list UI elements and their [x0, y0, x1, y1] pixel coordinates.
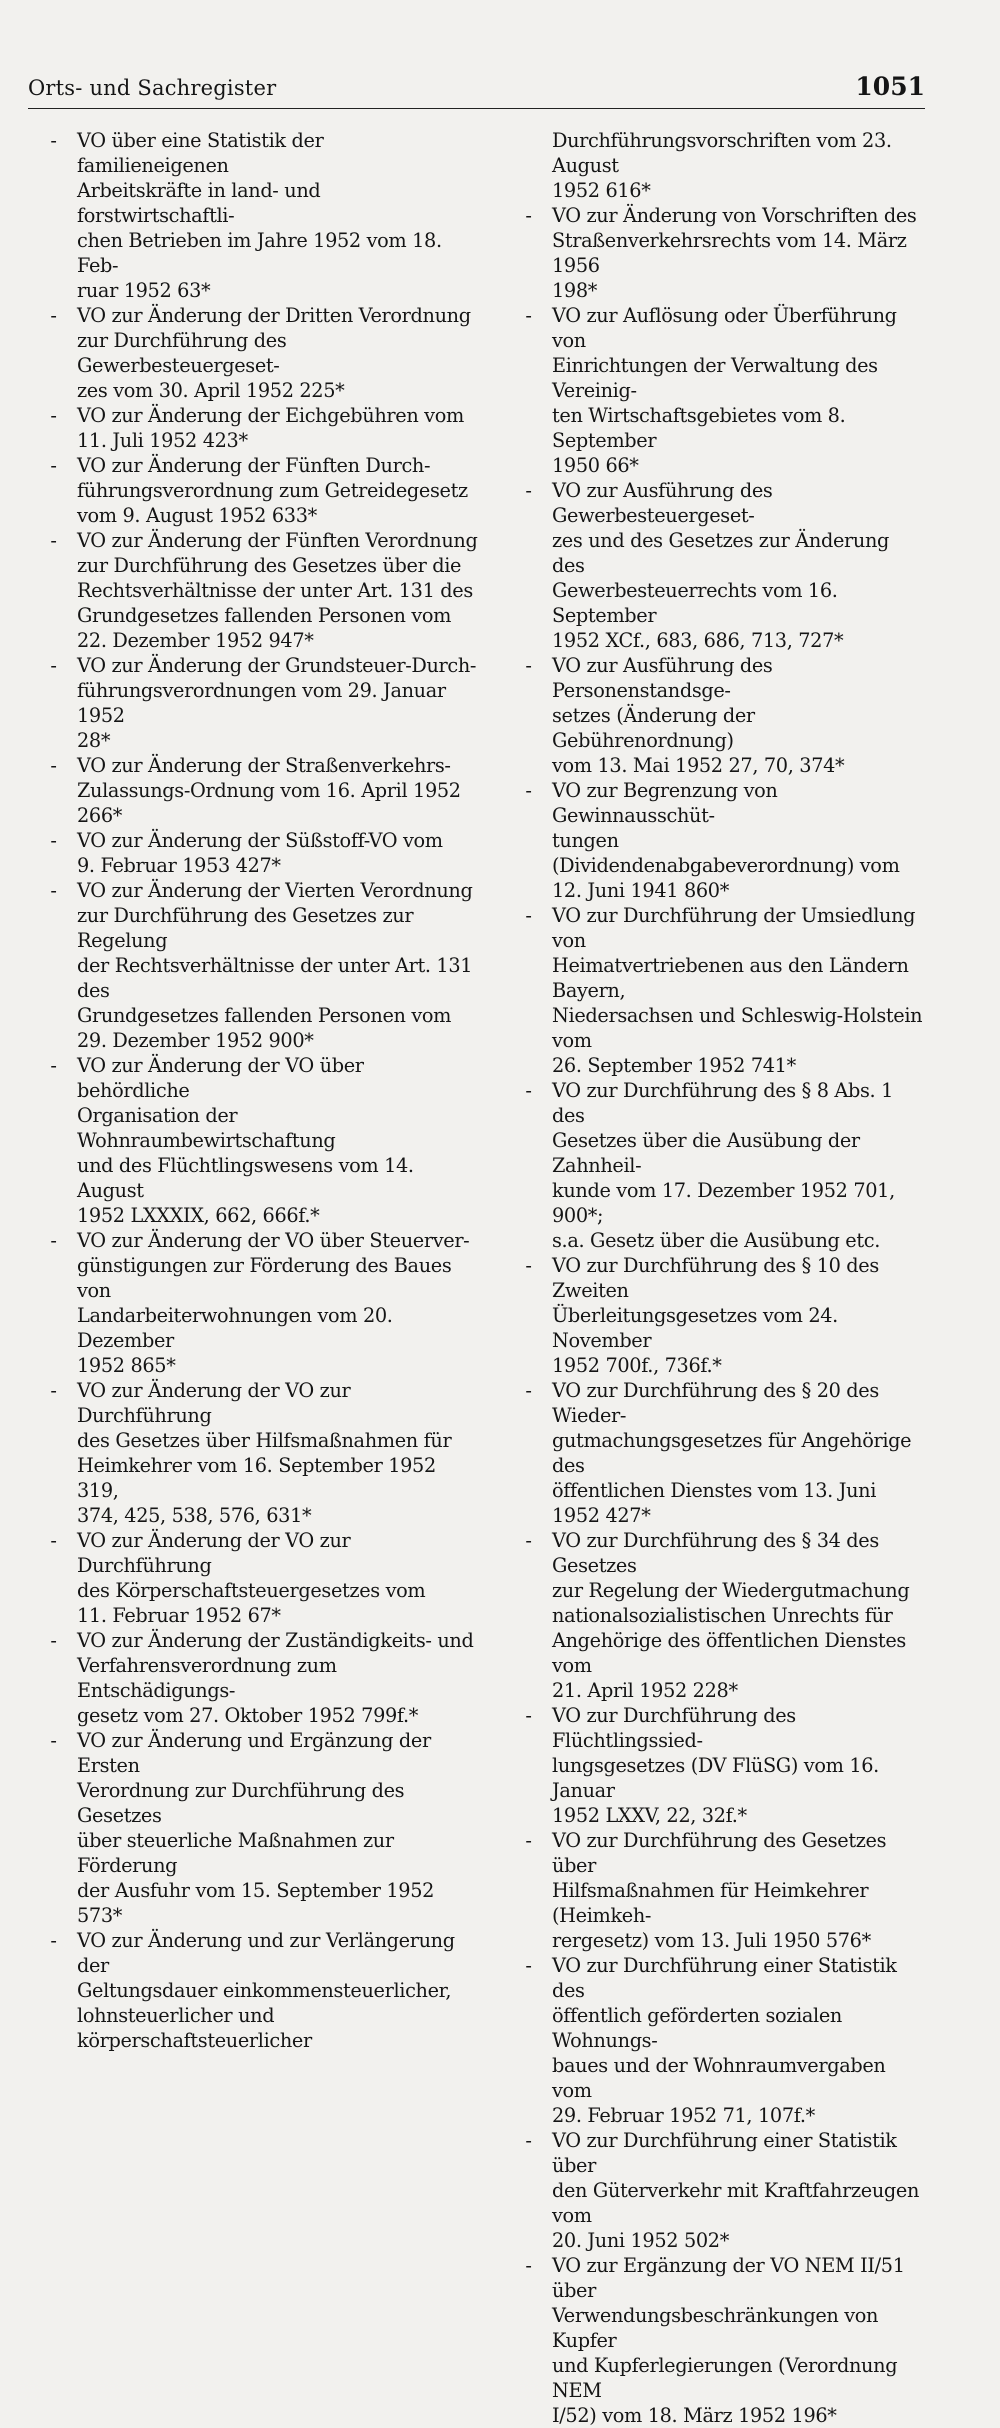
entry-line: der Ausfuhr vom 15. September 1952 573* [77, 1879, 435, 1927]
entry-line: 11. Juli 1952 423* [77, 429, 248, 452]
entry-line: 1952 LXXXIX, 662, 666f.* [77, 1204, 320, 1227]
entry-line: VO zur Änderung der VO zur Durchführung [77, 1529, 351, 1577]
entry-line: führungsverordnungen vom 29. Januar 1952 [77, 679, 446, 727]
entry-line: VO zur Änderung der VO zur Durchführung [77, 1379, 351, 1427]
entry-line: zur Durchführung des Gesetzes zur Regelung [77, 904, 414, 952]
page-header [28, 72, 925, 109]
entry-line: VO zur Änderung der VO über Steuerver- [77, 1229, 470, 1252]
entry-dash: - [50, 1729, 57, 1752]
entry-dash: - [50, 1054, 57, 1077]
entry-line: VO zur Auflösung oder Überführung von [552, 304, 897, 352]
entry-line: tungen (Dividendenabgabeverordnung) vom [552, 829, 900, 877]
entry-dash: - [525, 904, 532, 927]
entry-line: chen Betrieben im Jahre 1952 vom 18. Feb- [77, 229, 442, 277]
entry-dash: - [50, 1229, 57, 1252]
entry-line: VO zur Änderung der Straßenverkehrs- [77, 754, 451, 777]
entry-dash: - [50, 404, 57, 427]
index-entry [505, 653, 925, 778]
entry-line: gesetz vom 27. Oktober 1952 799f.* [77, 1704, 419, 1727]
entry-line: 1952 XCf., 683, 686, 713, 727* [552, 629, 844, 652]
entry-line: 29. Februar 1952 71, 107f.* [552, 2104, 815, 2127]
entry-dash: - [50, 829, 57, 852]
index-entry [505, 1953, 925, 2128]
entry-dash: - [50, 1379, 57, 1402]
entry-line: Geltungsdauer einkommensteuerlicher, [77, 1979, 452, 2002]
entry-line: Heimatvertriebenen aus den Ländern Bayern, [552, 954, 909, 1002]
entry-line: nationalsozialistischen Unrechts für [552, 1604, 893, 1627]
entry-line: Verordnung zur Durchführung des Gesetzes [77, 1779, 405, 1827]
entry-line: VO zur Änderung der Dritten Verordnung [77, 304, 471, 327]
entry-line: 29. Dezember 1952 900* [77, 1029, 314, 1052]
entry-line: VO zur Durchführung des § 10 des Zweiten [552, 1254, 879, 1302]
entry-line: 374, 425, 538, 576, 631* [77, 1504, 312, 1527]
index-entry [30, 528, 480, 653]
entry-line: setzes (Änderung der Gebührenordnung) [552, 704, 755, 752]
index-entry [30, 1628, 480, 1728]
entry-line: VO zur Durchführung einer Statistik des [552, 1954, 897, 2002]
index-column-left [30, 128, 480, 2053]
entry-line: VO zur Änderung der Zuständigkeits- und [77, 1629, 474, 1652]
entry-line: VO zur Änderung der Süßstoff-VO vom [77, 829, 443, 852]
entry-line: 26. September 1952 741* [552, 1054, 796, 1077]
index-entry [30, 1228, 480, 1378]
entry-line: VO zur Änderung von Vorschriften des [552, 204, 917, 227]
index-entry [505, 903, 925, 1078]
entry-line: zur Durchführung des Gesetzes über die [77, 554, 462, 577]
entry-dash: - [50, 654, 57, 677]
entry-dash: - [525, 479, 532, 502]
index-entry [30, 303, 480, 403]
entry-line: VO zur Änderung und zur Verlängerung der [77, 1929, 455, 1977]
index-entry [505, 203, 925, 303]
index-entry [505, 1828, 925, 1953]
entry-line: VO zur Änderung der Fünften Verordnung [77, 529, 478, 552]
entry-line: ten Wirtschaftsgebietes vom 8. September [552, 404, 846, 452]
entry-line: Durchführungsvorschriften vom 23. August [552, 129, 892, 177]
entry-line: s.a. Gesetz über die Ausübung etc. [552, 1229, 880, 1252]
entry-line: rergesetz) vom 13. Juli 1950 576* [552, 1929, 871, 1952]
entry-line: Landarbeiterwohnungen vom 20. Dezember [77, 1304, 393, 1352]
entry-line: VO zur Durchführung des Flüchtlingssied- [552, 1704, 796, 1752]
index-entry [30, 128, 480, 303]
entry-line: 28* [77, 729, 111, 752]
index-entry [505, 1078, 925, 1253]
entry-line: 22. Dezember 1952 947* [77, 629, 314, 652]
entry-line: Organisation der Wohnraumbewirtschaftung [77, 1104, 336, 1152]
entry-dash: - [525, 1529, 532, 1552]
entry-line: Heimkehrer vom 16. September 1952 319, [77, 1454, 436, 1502]
entry-line: Grundgesetzes fallenden Personen vom [77, 1004, 452, 1027]
index-entry [30, 403, 480, 453]
entry-line: Gesetzes über die Ausübung der Zahnheil- [552, 1129, 860, 1177]
index-entry [505, 1253, 925, 1378]
entry-line: 1952 LXXV, 22, 32f.* [552, 1804, 747, 1827]
index-entry [505, 303, 925, 478]
entry-dash: - [525, 1079, 532, 1102]
entry-line: öffentlichen Dienstes vom 13. Juni 1952 427* [552, 1479, 877, 1527]
entry-line: VO zur Änderung und Ergänzung der Ersten [77, 1729, 431, 1777]
index-entry [30, 1378, 480, 1528]
entry-line: 198* [552, 279, 598, 302]
entry-dash: - [50, 879, 57, 902]
entry-line: des Gesetzes über Hilfsmaßnahmen für [77, 1429, 452, 1452]
entry-line: 266* [77, 804, 123, 827]
entry-line: zur Durchführung des Gewerbesteuergeset- [77, 329, 287, 377]
entry-line: Niedersachsen und Schleswig-Holstein vom [552, 1004, 923, 1052]
index-entry [505, 2253, 925, 2428]
entry-line: über steuerliche Maßnahmen zur Förderung [77, 1829, 394, 1877]
entry-line: und Kupferlegierungen (Verordnung NEM [552, 2354, 898, 2402]
entry-line: VO zur Ausführung des Personenstandsge- [552, 654, 773, 702]
entry-dash: - [525, 1954, 532, 1977]
entry-line: Rechtsverhältnisse der unter Art. 131 des [77, 579, 473, 602]
index-entry [30, 878, 480, 1053]
entry-line: Überleitungsgesetzes vom 24. November [552, 1304, 838, 1352]
index-column-right [505, 128, 925, 2428]
entry-line: 20. Juni 1952 502* [552, 2229, 729, 2252]
entry-line: Einrichtungen der Verwaltung des Vereinig- [552, 354, 878, 402]
entry-dash: - [525, 1829, 532, 1852]
index-entry [30, 753, 480, 828]
entry-dash: - [525, 1254, 532, 1277]
entry-line: I/52) vom 18. März 1952 196* [552, 2404, 837, 2427]
entry-line: 21. April 1952 228* [552, 1679, 738, 1702]
entry-line: VO zur Durchführung des § 20 des Wieder- [552, 1379, 879, 1427]
entry-dash: - [525, 1704, 532, 1727]
entry-line: lohnsteuerlicher und körperschaftsteuerlicher [77, 2004, 312, 2052]
index-entry [505, 1378, 925, 1528]
entry-line: vom 9. August 1952 633* [77, 504, 317, 527]
entry-line: ruar 1952 63* [77, 279, 211, 302]
entry-dash: - [50, 754, 57, 777]
entry-dash: - [50, 454, 57, 477]
entry-line: zes vom 30. April 1952 225* [77, 379, 345, 402]
entry-line: Verfahrensverordnung zum Entschädigungs- [77, 1654, 337, 1702]
entry-line: VO zur Änderung der VO über behördliche [77, 1054, 364, 1102]
entry-dash: - [525, 2254, 532, 2277]
entry-line: den Güterverkehr mit Kraftfahrzeugen vom [552, 2179, 920, 2227]
entry-line: Straßenverkehrsrechts vom 14. März 1956 [552, 229, 907, 277]
entry-line: 11. Februar 1952 67* [77, 1604, 281, 1627]
entry-line: Arbeitskräfte in land- und forstwirtschaftli- [77, 179, 321, 227]
entry-line: VO zur Begrenzung von Gewinnausschüt- [552, 779, 778, 827]
entry-line: VO über eine Statistik der familieneigenen [77, 129, 324, 177]
index-entry [30, 653, 480, 753]
entry-dash: - [50, 1629, 57, 1652]
entry-dash: - [50, 129, 57, 152]
index-entry [505, 2128, 925, 2253]
index-entry [505, 1703, 925, 1828]
entry-line: VO zur Änderung der Eichgebühren vom [77, 404, 464, 427]
entry-line: 9. Februar 1953 427* [77, 854, 281, 877]
entry-line: 1952 700f., 736f.* [552, 1354, 722, 1377]
index-entry [30, 1728, 480, 1928]
entry-line: Zulassungs-Ordnung vom 16. April 1952 [77, 779, 461, 802]
entry-line: VO zur Änderung der Fünften Durch- [77, 454, 431, 477]
entry-dash: - [50, 1529, 57, 1552]
entry-line: 1950 66* [552, 454, 639, 477]
index-entry [30, 453, 480, 528]
entry-dash: - [525, 204, 532, 227]
entry-line: VO zur Durchführung des § 8 Abs. 1 des [552, 1079, 893, 1127]
entry-dash: - [50, 304, 57, 327]
entry-line: VO zur Änderung der Vierten Verordnung [77, 879, 473, 902]
index-entry-continuation [505, 128, 925, 203]
entry-line: führungsverordnung zum Getreidegesetz [77, 479, 468, 502]
entry-line: baues und der Wohnraumvergaben vom [552, 2054, 886, 2102]
entry-line: VO zur Durchführung des § 34 des Gesetzes [552, 1529, 879, 1577]
entry-line: 12. Juni 1941 860* [552, 879, 729, 902]
entry-line: zes und des Gesetzes zur Änderung des [552, 529, 890, 577]
entry-line: günstigungen zur Förderung des Baues von [77, 1254, 452, 1302]
entry-line: kunde vom 17. Dezember 1952 701, 900*; [552, 1179, 895, 1227]
entry-line: Verwendungsbeschränkungen von Kupfer [552, 2304, 879, 2352]
entry-line: 1952 616* [552, 179, 651, 202]
entry-line: VO zur Ausführung des Gewerbesteuergeset- [552, 479, 773, 527]
entry-line: Gewerbesteuerrechts vom 16. September [552, 579, 838, 627]
entry-line: vom 13. Mai 1952 27, 70, 374* [552, 754, 845, 777]
entry-line: und des Flüchtlingswesens vom 14. August [77, 1154, 414, 1202]
index-entry [30, 1053, 480, 1228]
index-entry [505, 1528, 925, 1703]
entry-line: 1952 865* [77, 1354, 176, 1377]
entry-line: VO zur Änderung der Grundsteuer-Durch- [77, 654, 477, 677]
entry-line: Grundgesetzes fallenden Personen vom [77, 604, 452, 627]
entry-line: zur Regelung der Wiedergutmachung [552, 1579, 910, 1602]
entry-dash: - [525, 779, 532, 802]
index-entry [505, 478, 925, 653]
index-entry [30, 1928, 480, 2053]
entry-line: des Körperschaftsteuergesetzes vom [77, 1579, 426, 1602]
entry-line: VO zur Ergänzung der VO NEM II/51 über [552, 2254, 905, 2302]
entry-line: lungsgesetzes (DV FlüSG) vom 16. Januar [552, 1754, 879, 1802]
entry-dash: - [525, 2129, 532, 2152]
entry-dash: - [525, 654, 532, 677]
index-entry [30, 828, 480, 878]
entry-line: der Rechtsverhältnisse der unter Art. 131 des [77, 954, 473, 1002]
entry-line: Angehörige des öffentlichen Dienstes vom [552, 1629, 906, 1677]
index-entry [505, 778, 925, 903]
entry-dash: - [525, 1379, 532, 1402]
entry-line: VO zur Durchführung der Umsiedlung von [552, 904, 916, 952]
entry-dash: - [525, 304, 532, 327]
entry-line: gutmachungsgesetzes für Angehörige des [552, 1429, 912, 1477]
entry-line: öffentlich geförderten sozialen Wohnungs- [552, 2004, 842, 2052]
page-number: 1051 [855, 72, 925, 101]
entry-dash: - [50, 529, 57, 552]
header-title: Orts- und Sachregister [28, 76, 277, 100]
entry-dash: - [50, 1929, 57, 1952]
index-entry [30, 1528, 480, 1628]
entry-line: VO zur Durchführung einer Statistik über [552, 2129, 897, 2177]
entry-line: Hilfsmaßnahmen für Heimkehrer (Heimkeh- [552, 1879, 869, 1927]
entry-line: VO zur Durchführung des Gesetzes über [552, 1829, 887, 1877]
